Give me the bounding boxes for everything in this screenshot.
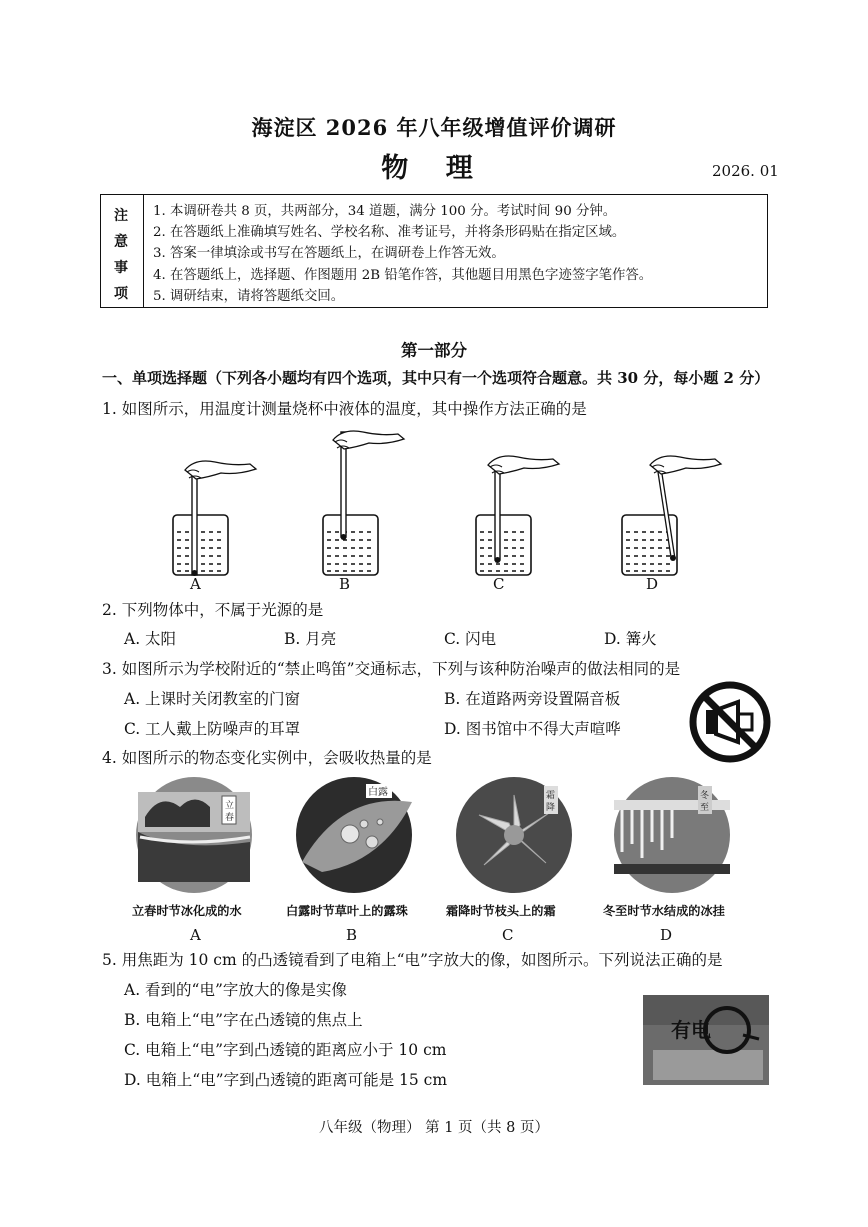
- thermometer-figures: [140, 420, 740, 595]
- q4-caption-c: 霜降时节枝头上的霜: [446, 904, 556, 918]
- figure-label-c: C: [493, 575, 505, 593]
- q5-option-d: D. 电箱上“电”字到凸透镜的距离可能是 15 cm: [124, 1071, 448, 1089]
- question-3-stem: 3. 如图所示为学校附近的“禁止鸣笛”交通标志，下列与该种防治噪声的做法相同的是: [102, 660, 681, 678]
- notice-label-char: 注: [114, 208, 128, 224]
- q4-label-c: C: [502, 926, 514, 944]
- question-4-stem: 4. 如图所示的物态变化实例中，会吸收热量的是: [102, 749, 432, 767]
- notice-item: 3. 答案一律填涂或书写在答题纸上，在调研卷上作答无效。: [153, 246, 505, 262]
- notice-box: [100, 194, 768, 308]
- figure-label-d: D: [646, 575, 659, 593]
- seal-text: 冬: [700, 791, 710, 801]
- photo-c: [456, 777, 572, 893]
- exam-date: 2026. 01: [712, 162, 779, 180]
- q3-option-d: D. 图书馆中不得大声喧哗: [444, 720, 621, 738]
- seal-text: 白露: [368, 787, 388, 798]
- question-5-stem: 5. 用焦距为 10 cm 的凸透镜看到了电箱上“电”字放大的像，如图所示。下列说法正确的是: [102, 951, 723, 969]
- q4-label-b: B: [346, 926, 358, 944]
- notice-label-char: 意: [114, 234, 128, 250]
- seal-text: 春: [225, 813, 235, 823]
- q3-option-b: B. 在道路两旁设置隔音板: [444, 690, 621, 708]
- q5-option-c: C. 电箱上“电”字到凸透镜的距离应小于 10 cm: [124, 1041, 447, 1059]
- part-title: 第一部分: [401, 341, 467, 360]
- q2-option-d: D. 篝火: [604, 630, 657, 648]
- section-heading: 一、单项选择题（下列各小题均有四个选项，其中只有一个选项符合题意。共 30 分，每小题 2 分）: [102, 369, 770, 387]
- seal-text: 立: [225, 801, 235, 811]
- figure-d: [622, 456, 721, 575]
- photo-a: [136, 777, 252, 893]
- notice-label-char: 项: [114, 286, 128, 302]
- exam-title: 海淀区 2026 年八年级增值评价调研: [251, 115, 617, 140]
- photo-text: 有电: [671, 1018, 711, 1042]
- notice-item: 1. 本调研卷共 8 页，共两部分，34 道题，满分 100 分。考试时间 90 分钟。: [153, 204, 617, 219]
- notice-item: 2. 在答题纸上准确填写姓名、学校名称、准考证号，并将条形码贴在指定区域。: [153, 225, 626, 241]
- figure-b: [323, 431, 404, 575]
- q3-option-a: A. 上课时关闭教室的门窗: [124, 690, 301, 708]
- q2-option-c: C. 闪电: [444, 630, 497, 648]
- q4-label-d: D: [660, 926, 673, 944]
- subject-title: 物 理: [381, 153, 487, 184]
- q2-option-a: A. 太阳: [124, 630, 177, 648]
- page-footer: 八年级（物理） 第 1 页（共 8 页）: [319, 1120, 549, 1136]
- question-1-stem: 1. 如图所示，用温度计测量烧杯中液体的温度，其中操作方法正确的是: [102, 400, 587, 418]
- q4-label-a: A: [190, 926, 201, 944]
- magnified-label-photo: [643, 995, 769, 1085]
- q4-caption-a: 立春时节冰化成的水: [132, 904, 242, 918]
- q2-option-b: B. 月亮: [284, 630, 337, 648]
- notice-item: 4. 在答题纸上，选择题、作图题用 2B 铅笔作答，其他题目用黑色字迹签字笔作答。: [153, 267, 653, 283]
- photo-b: [296, 777, 412, 893]
- figure-label-a: A: [190, 575, 201, 593]
- seal-text: 至: [700, 803, 710, 813]
- seal-text: 霜: [546, 791, 556, 801]
- no-honking-sign-icon: [688, 680, 772, 764]
- q4-caption-b: 白露时节草叶上的露珠: [286, 904, 408, 918]
- question-2-stem: 2. 下列物体中，不属于光源的是: [102, 601, 324, 619]
- phase-change-photos: [130, 772, 740, 900]
- q5-option-a: A. 看到的“电”字放大的像是实像: [124, 981, 347, 999]
- seal-text: 降: [546, 803, 556, 813]
- notice-item: 5. 调研结束，请将答题纸交回。: [153, 288, 345, 304]
- figure-c: [476, 456, 559, 575]
- q3-option-c: C. 工人戴上防噪声的耳罩: [124, 720, 301, 738]
- figure-label-b: B: [339, 575, 351, 593]
- q4-caption-d: 冬至时节水结成的冰挂: [603, 904, 725, 918]
- notice-label-char: 事: [114, 260, 128, 276]
- photo-d: [614, 777, 730, 893]
- q5-option-b: B. 电箱上“电”字在凸透镜的焦点上: [124, 1011, 363, 1029]
- notice-items: [153, 201, 652, 307]
- notice-label: [101, 195, 144, 307]
- figure-a: [173, 461, 256, 576]
